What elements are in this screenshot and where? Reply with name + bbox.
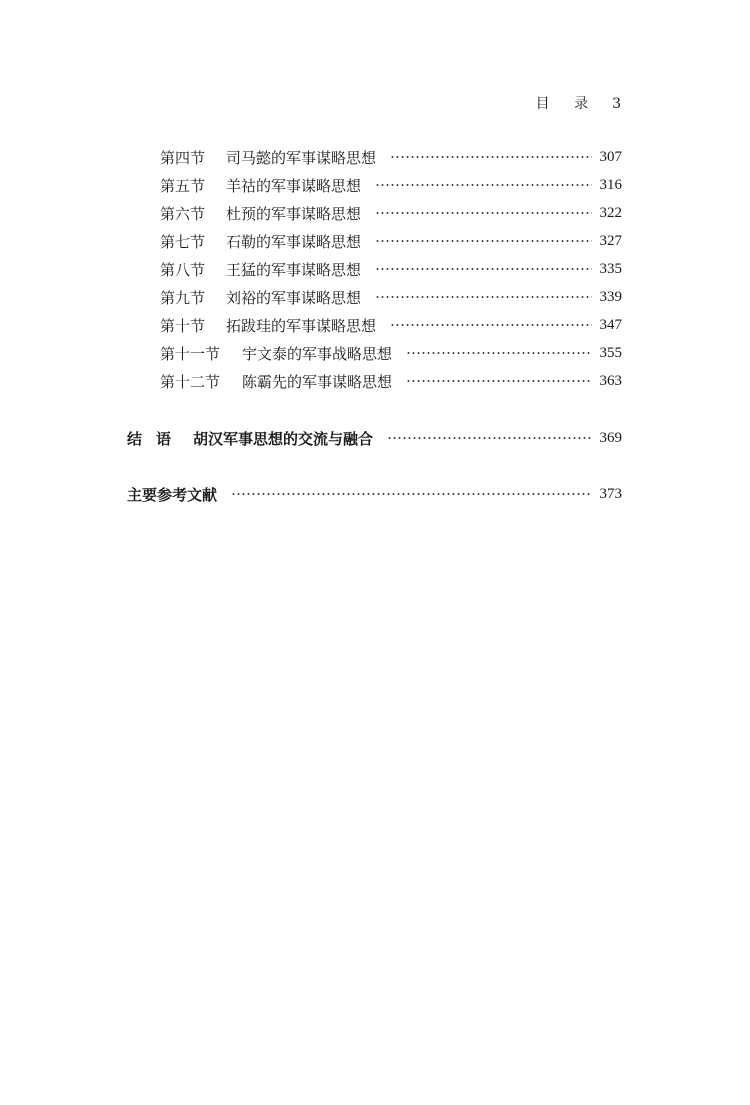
page-number: 339 <box>599 288 622 305</box>
running-head-title: 目 录 <box>535 96 599 112</box>
toc-entry-section-7[interactable] <box>160 229 622 253</box>
page-number: 327 <box>599 232 622 249</box>
page-number: 307 <box>599 148 622 165</box>
toc-entry-section-8[interactable] <box>160 257 622 281</box>
toc-entry-section-10[interactable] <box>160 313 622 337</box>
page-number: 335 <box>599 260 622 277</box>
dot-leader <box>231 493 591 495</box>
dot-leader <box>390 324 591 326</box>
chapter-title: 主要参考文献 <box>127 485 218 504</box>
dot-leader <box>375 268 591 270</box>
section-number: 第四节 <box>160 148 206 167</box>
section-title: 石勒的军事谋略思想 <box>226 232 362 251</box>
chapter-title: 胡汉军事思想的交流与融合 <box>193 429 374 448</box>
page-number: 369 <box>599 429 622 446</box>
section-title: 杜预的军事谋略思想 <box>226 204 362 223</box>
page-number: 355 <box>599 344 622 361</box>
toc-entry-section-6[interactable] <box>160 201 622 225</box>
section-title: 司马懿的军事谋略思想 <box>226 148 377 167</box>
toc-entry-section-12[interactable] <box>160 369 622 393</box>
section-title: 刘裕的军事谋略思想 <box>226 288 362 307</box>
section-number: 第五节 <box>160 176 206 195</box>
dot-leader <box>406 380 591 382</box>
section-number: 第十一节 <box>160 344 221 363</box>
dot-leader <box>390 156 591 158</box>
dot-leader <box>387 437 591 439</box>
running-head <box>536 93 622 113</box>
section-number: 第十二节 <box>160 372 221 391</box>
page-number: 373 <box>599 485 622 502</box>
section-title: 拓跋珪的军事谋略思想 <box>226 316 377 335</box>
section-number: 第九节 <box>160 288 206 307</box>
section-title: 王猛的军事谋略思想 <box>226 260 362 279</box>
page-number: 322 <box>599 204 622 221</box>
toc-entry-section-9[interactable] <box>160 285 622 309</box>
page-number: 316 <box>599 176 622 193</box>
page-number: 363 <box>599 372 622 389</box>
toc-entry-references[interactable] <box>127 482 622 506</box>
toc-entry-section-5[interactable] <box>160 173 622 197</box>
section-number: 第八节 <box>160 260 206 279</box>
toc-entry-conclusion[interactable] <box>127 426 622 450</box>
dot-leader <box>375 212 591 214</box>
section-title: 陈霸先的军事谋略思想 <box>242 372 393 391</box>
toc-entry-section-11[interactable] <box>160 341 622 365</box>
dot-leader <box>375 240 591 242</box>
running-head-page-number: 3 <box>612 96 622 112</box>
section-number: 第六节 <box>160 204 206 223</box>
dot-leader <box>406 352 591 354</box>
dot-leader <box>375 184 591 186</box>
section-number: 第七节 <box>160 232 206 251</box>
page-number: 347 <box>599 316 622 333</box>
chapter-label: 结语 <box>127 429 186 448</box>
dot-leader <box>375 296 591 298</box>
toc-entry-section-4[interactable] <box>160 145 622 169</box>
section-number: 第十节 <box>160 316 206 335</box>
section-title: 宇文泰的军事战略思想 <box>242 344 393 363</box>
section-title: 羊祜的军事谋略思想 <box>226 176 362 195</box>
